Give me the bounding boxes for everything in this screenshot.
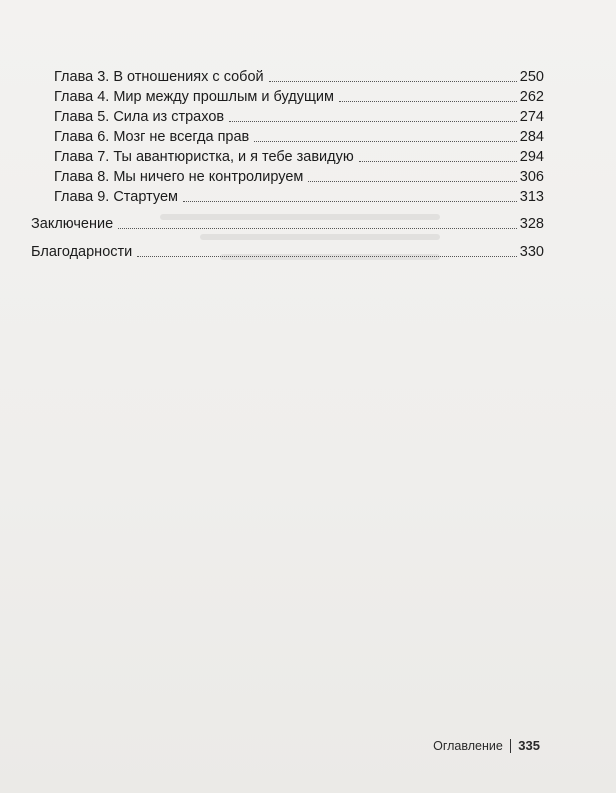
dot-leader — [137, 255, 517, 257]
dot-leader — [229, 120, 517, 122]
toc-entry[interactable] — [54, 166, 544, 186]
toc-entry-page: 330 — [519, 244, 544, 260]
toc-entry-label: Глава 9. Стартуем — [54, 189, 179, 205]
toc-entry[interactable] — [54, 126, 544, 146]
toc-entry-label: Глава 7. Ты авантюристка, и я тебе завидую — [54, 149, 354, 165]
dot-leader — [359, 160, 517, 162]
toc-entry-page: 274 — [519, 109, 544, 125]
toc-entry[interactable] — [54, 186, 544, 206]
toc-entry-page: 306 — [519, 169, 544, 185]
toc-entry-label: Заключение — [31, 216, 114, 232]
toc-entry-label: Глава 6. Мозг не всегда прав — [54, 129, 250, 145]
footer-section-title: Оглавление — [433, 738, 503, 753]
toc-entry[interactable] — [31, 241, 544, 261]
toc-entry-label: Глава 4. Мир между прошлым и будущим — [54, 89, 334, 105]
toc-entry-page: 250 — [519, 69, 544, 85]
toc-entry-page: 284 — [519, 129, 544, 145]
show-through — [120, 200, 520, 720]
toc-entry-label: Благодарности — [31, 244, 133, 260]
dot-leader — [183, 200, 517, 202]
footer-divider — [510, 739, 512, 753]
dot-leader — [269, 80, 517, 82]
toc-entry[interactable] — [54, 86, 544, 106]
toc-entry[interactable] — [31, 213, 544, 233]
dot-leader — [254, 140, 517, 142]
toc-entry-label: Глава 3. В отношениях с собой — [54, 69, 264, 85]
toc-entry-label: Глава 5. Сила из страхов — [54, 109, 225, 125]
toc-entry-page: 313 — [519, 189, 544, 205]
toc-entry-label: Глава 8. Мы ничего не контролируем — [54, 169, 304, 185]
dot-leader — [339, 100, 517, 102]
toc-entry[interactable] — [54, 66, 544, 86]
toc-entry[interactable] — [54, 106, 544, 126]
page-footer — [433, 738, 540, 753]
footer-page-number: 335 — [518, 738, 540, 753]
toc-entry-page: 294 — [519, 149, 544, 165]
dot-leader — [118, 227, 517, 229]
toc-entry-page: 262 — [519, 89, 544, 105]
toc-entry-page: 328 — [519, 216, 544, 232]
dot-leader — [308, 180, 516, 182]
toc-entry[interactable] — [54, 146, 544, 166]
